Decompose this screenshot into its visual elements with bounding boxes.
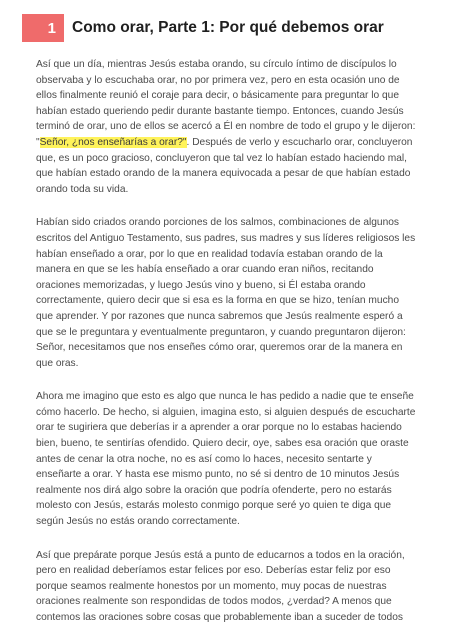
paragraph-3: Ahora me imagino que esto es algo que nunca le has pedido a nadie que te enseñe cómo hacerlo. De hecho, si alguien, imagina esto, si alguien después de escucharte orar te sugiriera que deberías ir a aprender a orar porque no lo estabas haciendo bien, bueno, te sentirías ofendido. Quiero decir, oye, sabes esa oración que oraste antes de cenar la otra noche, no es así como lo haces, necesito sentarte y enseñarte a orar. Y hasta ese mismo punto, no sé si dentro de 10 minutos Jesús realmente nos dirá algo sobre la oración que podría ofenderte, pero no estarás molesto con Jesús, estarás molesto conmigo porque seré yo quien te diga que según Jesús no estás orando correctamente. — [36, 391, 416, 528]
chapter-number-badge: 1 — [22, 14, 64, 42]
chapter-title: Como orar, Parte 1: Por qué debemos orar — [72, 19, 384, 36]
paragraph-1-text-before: Así que un día, mientras Jesús estaba orando, su círculo íntimo de discípulos lo observaba y lo escuchaba orar, no por primera vez, pero en esta ocasión uno de ellos finalmente reunió el coraje para decir, o básicamente para preguntar lo que habían estado queriendo pedir durante bastante tiempo. Entonces, cuando Jesús terminó de orar, uno de ellos se acercó a Él en nombre de todo el grupo y le dijeron: " — [36, 59, 416, 148]
paragraph-1-text-after: . Después de verlo y escucharlo orar, concluyeron que, es un poco gracioso, concluyeron que tal vez lo habían estado haciendo mal, que habían estado orando de la manera equivocada a pesar de que habían estado orando toda su vida. — [36, 136, 413, 195]
document-body — [36, 57, 418, 644]
paragraph-4: Así que prepárate porque Jesús está a punto de educarnos a todos en la oración, pero en realidad deberíamos estar felices por eso. Deberías estar feliz por eso porque seamos realmente honestos por un momento, muy pocas de nuestras oraciones realmente son respondidas de todos modos, ¿verdad? A menos que contemos las oraciones sobre cosas que probablemente iban a suceder de todos — [36, 549, 405, 623]
chapter-header — [22, 14, 384, 42]
paragraph-2: Habían sido criados orando porciones de los salmos, combinaciones de algunos escritos del Antiguo Testamento, sus padres, sus madres y sus líderes religiosos les habían enseñado a orar, por lo que en realidad todavía estaban orando de la manera en que se les había enseñado a orar cuando eran niños, recitando oraciones memorizadas, y luego Jesús vino y bueno, si Él estaba orando correctamente, quiero decir que si esa es la forma en que se hizo, tenían mucho que aprender. Y por razones que nunca sabremos que Jesús realmente esperó a que se le preguntara y eventualmente preguntaron, y cuando preguntaron dijeron: Señor, necesitamos que nos enseñes cómo orar, queremos orar de la manera en que oras. — [36, 217, 416, 369]
paragraph-1 — [36, 57, 418, 197]
highlighted-quote: Señor, ¿nos enseñarías a orar?" — [39, 136, 187, 148]
